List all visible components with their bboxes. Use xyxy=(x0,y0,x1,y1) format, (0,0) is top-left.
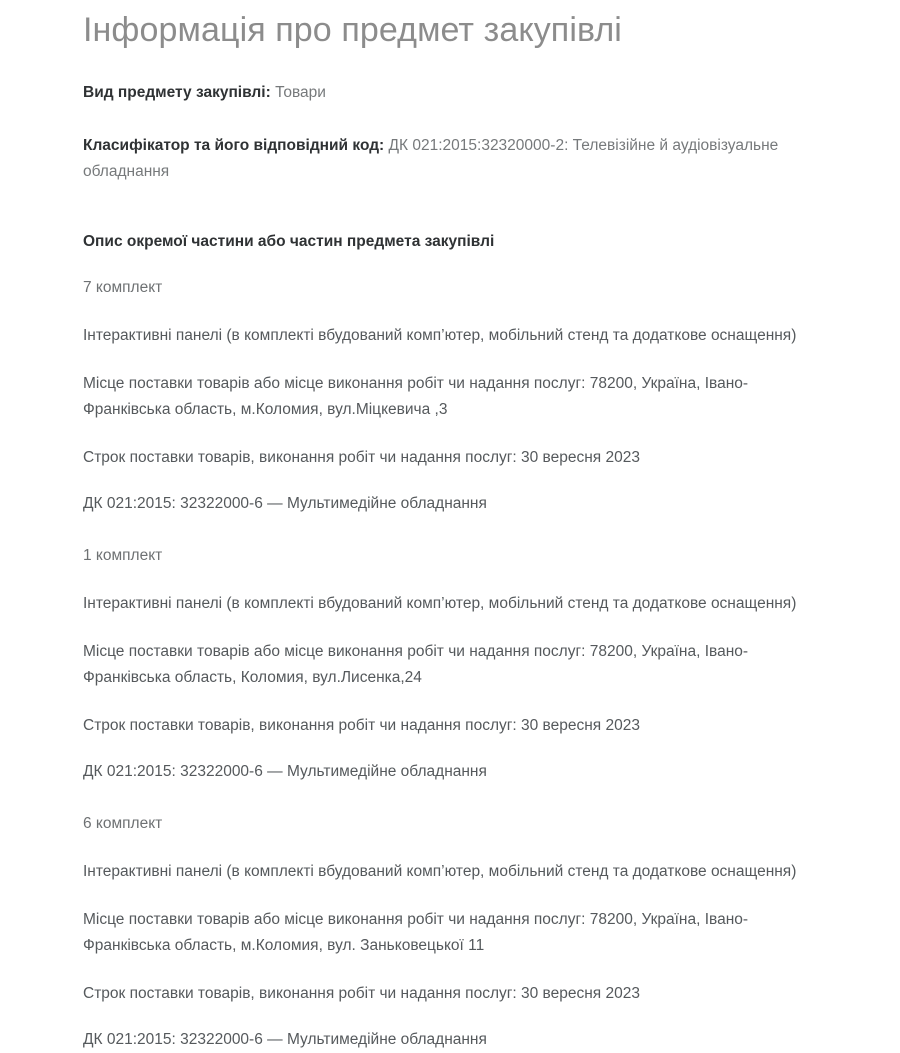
page-title: Інформація про предмет закупівлі xyxy=(83,11,622,49)
lot-description: Інтерактивні панелі (в комплекті вбудований комп’ютер, мобільний стенд та додаткове оснащення) xyxy=(83,327,797,344)
classifier-label: Класифікатор та його відповідний код: xyxy=(83,137,385,154)
lot-quantity: 6 комплект xyxy=(83,815,163,832)
lot-description: Інтерактивні панелі (в комплекті вбудований комп’ютер, мобільний стенд та додаткове оснащення) xyxy=(83,595,797,612)
lot-classifier-code: ДК 021:2015: 32322000-6 — Мультимедійне обладнання xyxy=(83,763,487,780)
lot-classifier-code: ДК 021:2015: 32322000-6 — Мультимедійне обладнання xyxy=(83,495,487,512)
procurement-kind-value: Товари xyxy=(275,84,326,101)
lot-item xyxy=(83,811,820,1053)
lot-item xyxy=(83,543,820,785)
lot-item xyxy=(83,275,820,517)
lot-delivery-place: Місце поставки товарів або місце виконання робіт чи надання послуг: 78200, Україна, Івано-Франківська область, Коломия, вул.Лисенка,24 xyxy=(83,643,749,686)
lot-description: Інтерактивні панелі (в комплекті вбудований комп’ютер, мобільний стенд та додаткове оснащення) xyxy=(83,863,797,880)
lot-delivery-place: Місце поставки товарів або місце виконання робіт чи надання послуг: 78200, Україна, Івано-Франківська область, м.Коломия, вул.Міцкевича ,3 xyxy=(83,375,749,418)
lot-delivery-term: Строк поставки товарів, виконання робіт чи надання послуг: 30 вересня 2023 xyxy=(83,717,640,734)
description-section-heading: Опис окремої частини або частин предмета закупівлі xyxy=(83,233,495,250)
lot-quantity: 1 комплект xyxy=(83,547,163,564)
lot-delivery-term: Строк поставки товарів, виконання робіт чи надання послуг: 30 вересня 2023 xyxy=(83,449,640,466)
lot-quantity: 7 комплект xyxy=(83,279,163,296)
classifier-row xyxy=(83,133,820,185)
procurement-kind-row xyxy=(83,80,820,106)
lot-delivery-term: Строк поставки товарів, виконання робіт чи надання послуг: 30 вересня 2023 xyxy=(83,985,640,1002)
lot-delivery-place: Місце поставки товарів або місце виконання робіт чи надання послуг: 78200, Україна, Івано-Франківська область, м.Коломия, вул. Заньковецької 11 xyxy=(83,911,749,954)
classifier-value: ДК 021:2015:32320000-2: Телевізійне й аудіовізуальне обладнання xyxy=(83,137,779,180)
procurement-kind-label: Вид предмету закупівлі: xyxy=(83,84,271,101)
lot-classifier-code: ДК 021:2015: 32322000-6 — Мультимедійне обладнання xyxy=(83,1031,487,1048)
